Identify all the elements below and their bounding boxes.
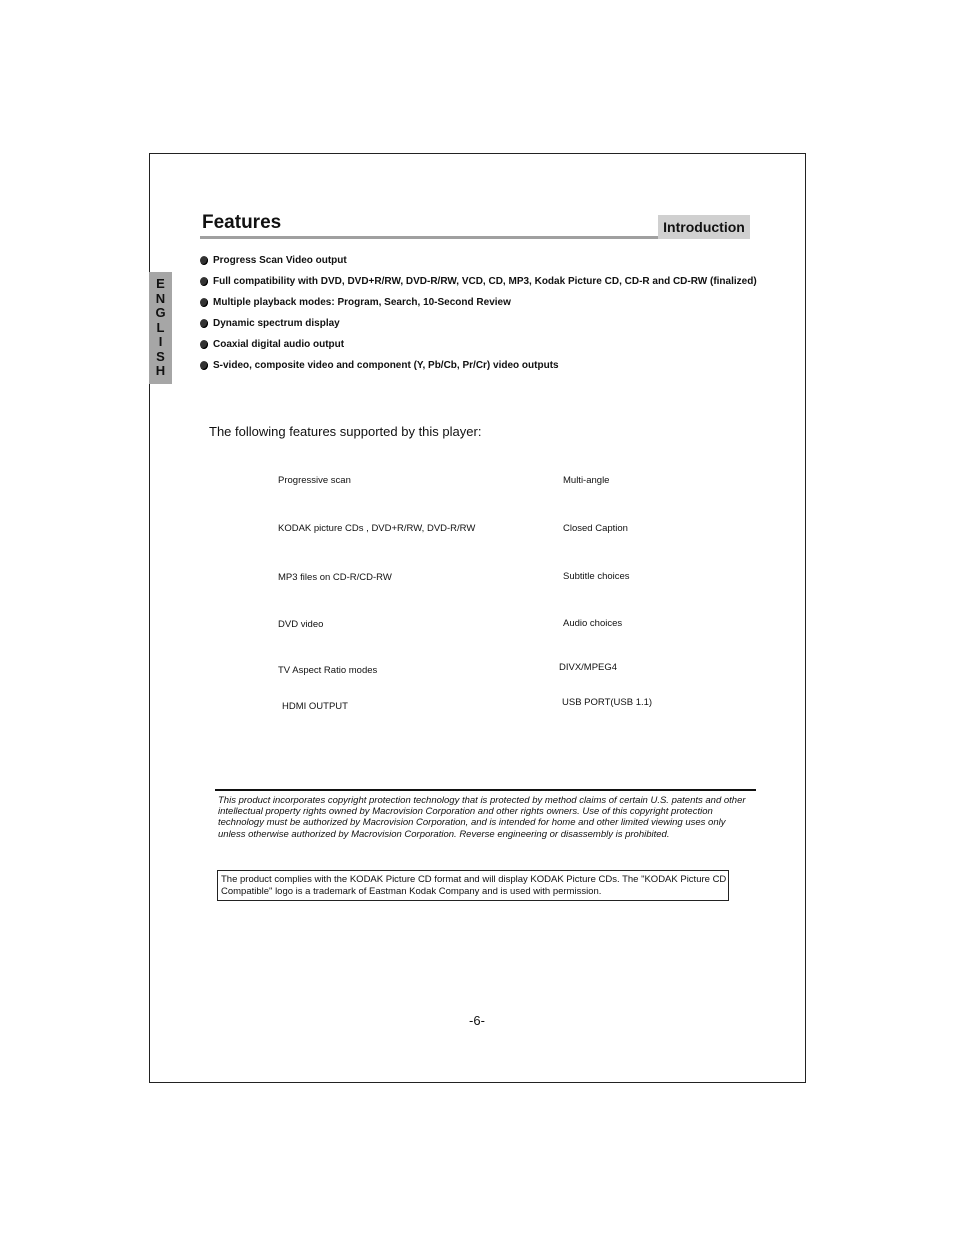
macrovision-notice: This product incorporates copyright protection technology that is protected by method claims of certain U.S. patents and other intellectual property rights owned by Macrovision Corporation and other rights owners. Use of this copyright protection technology must be authorized by Macrovision Corporation, and is intended for home and other limited viewing uses only unless otherwise authorized by Macrovision Corporation. Reverse engineering or disassembly is prohibited.	[218, 795, 746, 840]
bullet-item	[200, 355, 757, 376]
language-letter: I	[158, 334, 163, 350]
page-number: -6-	[469, 1013, 485, 1028]
bullet-item	[200, 271, 757, 292]
feature-left: HDMI OUTPUT	[282, 701, 348, 712]
feature-bullet-list	[200, 250, 757, 376]
feature-right: Closed Caption	[563, 523, 628, 534]
page-title: Features	[202, 212, 282, 233]
bullet-text: S-video, composite video and component (Y, Pb/Cb, Pr/Cr) video outputs	[213, 360, 559, 371]
bullet-item	[200, 313, 757, 334]
kodak-notice-box: The product complies with the KODAK Picture CD format and will display KODAK Picture CDs. The "KODAK Picture CD Compatible" logo is a trademark of Eastman Kodak Company and is used with permission.	[217, 870, 729, 901]
bullet-text: Progress Scan Video output	[213, 255, 347, 266]
title-underline	[200, 236, 658, 239]
feature-right: Subtitle choices	[563, 571, 630, 582]
bullet-icon	[200, 256, 208, 265]
page-frame-right-edge	[805, 153, 806, 1082]
bullet-text: Dynamic spectrum display	[213, 318, 340, 329]
feature-right: Multi-angle	[563, 475, 610, 486]
language-letter: N	[155, 290, 166, 306]
feature-left: DVD video	[278, 619, 324, 630]
language-letter: S	[156, 348, 165, 364]
supported-heading: The following features supported by this player:	[209, 424, 482, 439]
feature-left: KODAK picture CDs , DVD+R/RW, DVD-R/RW	[278, 523, 476, 534]
bullet-icon	[200, 319, 208, 328]
bullet-icon	[200, 361, 208, 370]
bullet-item	[200, 292, 757, 313]
feature-right: DIVX/MPEG4	[559, 662, 618, 673]
feature-left: MP3 files on CD-R/CD-RW	[278, 572, 392, 583]
feature-right: Audio choices	[563, 618, 623, 629]
bullet-text: Multiple playback modes: Program, Search, 10-Second Review	[213, 297, 511, 308]
feature-left: TV Aspect Ratio modes	[278, 665, 378, 676]
feature-left: Progressive scan	[278, 475, 351, 486]
section-tag: Introduction	[658, 215, 750, 239]
bullet-text: Full compatibility with DVD, DVD+R/RW, DVD-R/RW, VCD, CD, MP3, Kodak Picture CD, CD-R and CD-RW (finalized)	[213, 276, 757, 287]
bullet-item	[200, 334, 757, 355]
bullet-icon	[200, 298, 208, 307]
language-letter: G	[155, 305, 166, 321]
language-letter: L	[156, 319, 165, 335]
bullet-item	[200, 250, 757, 271]
bullet-icon	[200, 277, 208, 286]
feature-right: USB PORT(USB 1.1)	[562, 697, 653, 708]
language-letter: E	[156, 275, 165, 291]
language-tab	[149, 272, 172, 384]
bullet-icon	[200, 340, 208, 349]
legal-divider	[215, 789, 756, 791]
bullet-text: Coaxial digital audio output	[213, 339, 345, 350]
language-letter: H	[155, 363, 166, 379]
